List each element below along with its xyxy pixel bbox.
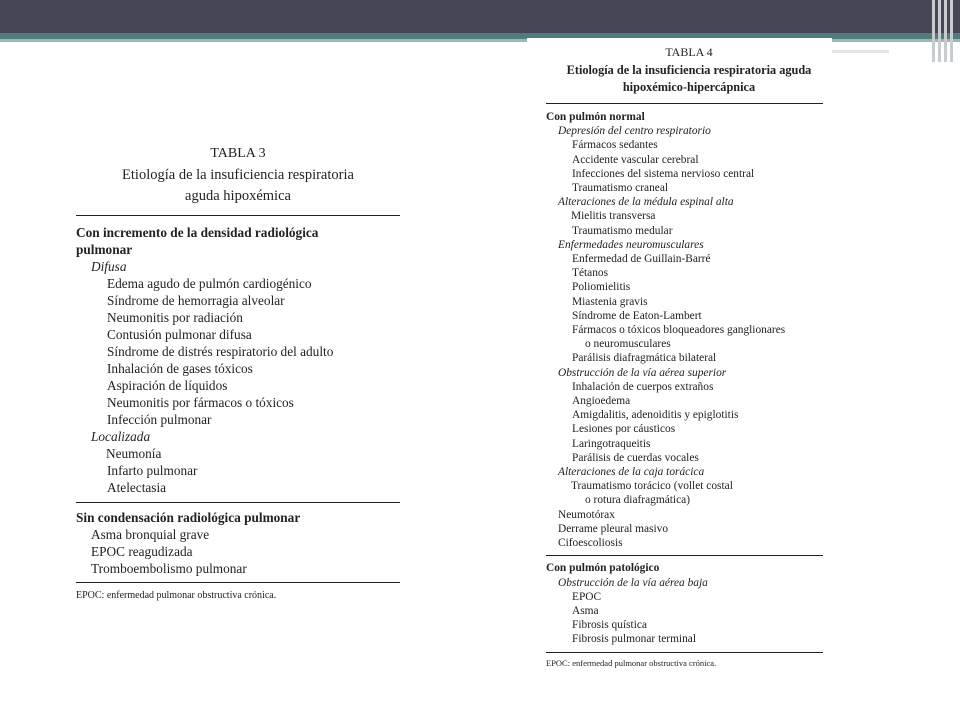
group-label: Enfermedades neuromusculares — [558, 238, 704, 251]
list-item: Aspiración de líquidos — [107, 378, 228, 393]
table-4-caption: TABLA 4 — [665, 45, 713, 59]
list-item: Asma bronquial grave — [91, 527, 210, 542]
list-item: Infarto pulmonar — [107, 463, 198, 478]
list-item: Angioedema — [572, 395, 631, 408]
list-item: Tromboembolismo pulmonar — [91, 561, 247, 576]
list-item: Asma — [572, 604, 599, 617]
list-item-continuation: o rotura diafragmática) — [585, 494, 690, 507]
list-item: Lesiones por cáusticos — [572, 423, 676, 436]
table-rule — [76, 502, 400, 503]
decor-line — [944, 0, 947, 62]
table-3-section-2 — [76, 509, 400, 577]
table-3-section-1 — [76, 224, 400, 496]
list-item: Infección pulmonar — [107, 412, 212, 427]
list-item: Contusión pulmonar difusa — [107, 327, 252, 342]
list-item: Neumotórax — [558, 508, 615, 521]
list-item: Neumonía — [106, 446, 162, 461]
list-item: Síndrome de hemorragia alveolar — [107, 293, 285, 308]
decor-line — [938, 0, 941, 62]
list-item-continuation: o neuromusculares — [585, 338, 671, 351]
section-heading: Con pulmón normal — [546, 111, 645, 123]
table-rule — [546, 103, 823, 104]
group-label: Obstrucción de la vía aérea superior — [558, 366, 727, 379]
group-label: Difusa — [91, 259, 127, 274]
table-rule — [546, 555, 823, 556]
slide-header-bar — [0, 0, 960, 33]
list-item: Miastenia gravis — [572, 295, 648, 308]
list-item: Síndrome de Eaton-Lambert — [572, 309, 702, 322]
list-item: Edema agudo de pulmón cardiogénico — [107, 276, 312, 291]
list-item: Inhalación de gases tóxicos — [107, 361, 253, 376]
table-rule — [76, 582, 400, 583]
list-item: Parálisis de cuerdas vocales — [572, 451, 699, 464]
list-item: Síndrome de distrés respiratorio del adulto — [107, 344, 334, 359]
table-4-footnote: EPOC: enfermedad pulmonar obstructiva crónica. — [546, 657, 717, 668]
list-item: EPOC — [572, 590, 602, 603]
table-3-footnote: EPOC: enfermedad pulmonar obstructiva crónica. — [76, 590, 277, 601]
group-label: Alteraciones de la caja torácica — [558, 466, 705, 479]
decor-hline — [832, 50, 889, 53]
list-item: EPOC reagudizada — [91, 544, 193, 559]
list-item: Neumonitis por fármacos o tóxicos — [107, 395, 294, 410]
section-heading: Con pulmón patológico — [546, 562, 660, 575]
section-heading: Con incremento de la densidad radiológica — [76, 225, 319, 240]
list-item: Fármacos o tóxicos bloqueadores ganglionares — [572, 324, 786, 337]
group-label: Localizada — [91, 429, 151, 444]
list-item: Atelectasia — [107, 480, 167, 495]
list-item: Laringotraqueitis — [572, 437, 651, 450]
list-item: Derrame pleural masivo — [558, 522, 669, 535]
list-item: Fibrosis pulmonar terminal — [572, 633, 697, 646]
list-item: Fibrosis quística — [572, 619, 647, 632]
table-rule — [546, 652, 823, 653]
list-item: Cifoescoliosis — [558, 537, 623, 550]
table-rule — [76, 215, 400, 216]
table-4-section-1 — [546, 110, 832, 550]
table-3-caption: TABLA 3 — [210, 146, 266, 161]
list-item: Poliomielitis — [572, 281, 631, 294]
list-item: Enfermedad de Guillain-Barré — [572, 253, 711, 266]
list-item: Fármacos sedantes — [572, 139, 658, 152]
list-item: Traumatismo craneal — [572, 182, 669, 195]
section-heading: pulmonar — [76, 242, 133, 257]
group-label: Depresión del centro respiratorio — [558, 125, 711, 138]
list-item: Accidente vascular cerebral — [572, 153, 699, 166]
list-item: Tétanos — [572, 267, 609, 280]
list-item: Inhalación de cuerpos extraños — [572, 380, 714, 393]
list-item: Neumonitis por radiación — [107, 310, 243, 325]
section-heading: Sin condensación radiológica pulmonar — [76, 510, 301, 525]
list-item: Traumatismo torácico (vollet costal — [571, 480, 733, 493]
list-item: Infecciones del sistema nervioso central — [572, 167, 755, 180]
table-3 — [76, 145, 400, 602]
table-4 — [527, 38, 832, 669]
list-item: Mielitis transversa — [571, 210, 656, 223]
list-item: Traumatismo medular — [572, 224, 673, 237]
decor-line — [932, 0, 935, 62]
group-label: Alteraciones de la médula espinal alta — [558, 196, 734, 209]
table-4-section-2 — [546, 561, 832, 646]
table-3-title: Etiología de la insuficiencia respiratoria aguda hipoxémica — [122, 167, 354, 204]
group-label: Obstrucción de la vía aérea baja — [558, 576, 708, 589]
table-4-inner — [527, 45, 832, 669]
table-4-title: Etiología de la insuficiencia respiratoria aguda hipoxémico-hipercápnica — [566, 63, 812, 94]
decor-line — [950, 0, 953, 62]
list-item: Parálisis diafragmática bilateral — [572, 352, 717, 365]
list-item: Amigdalitis, adenoiditis y epiglotitis — [572, 409, 739, 422]
